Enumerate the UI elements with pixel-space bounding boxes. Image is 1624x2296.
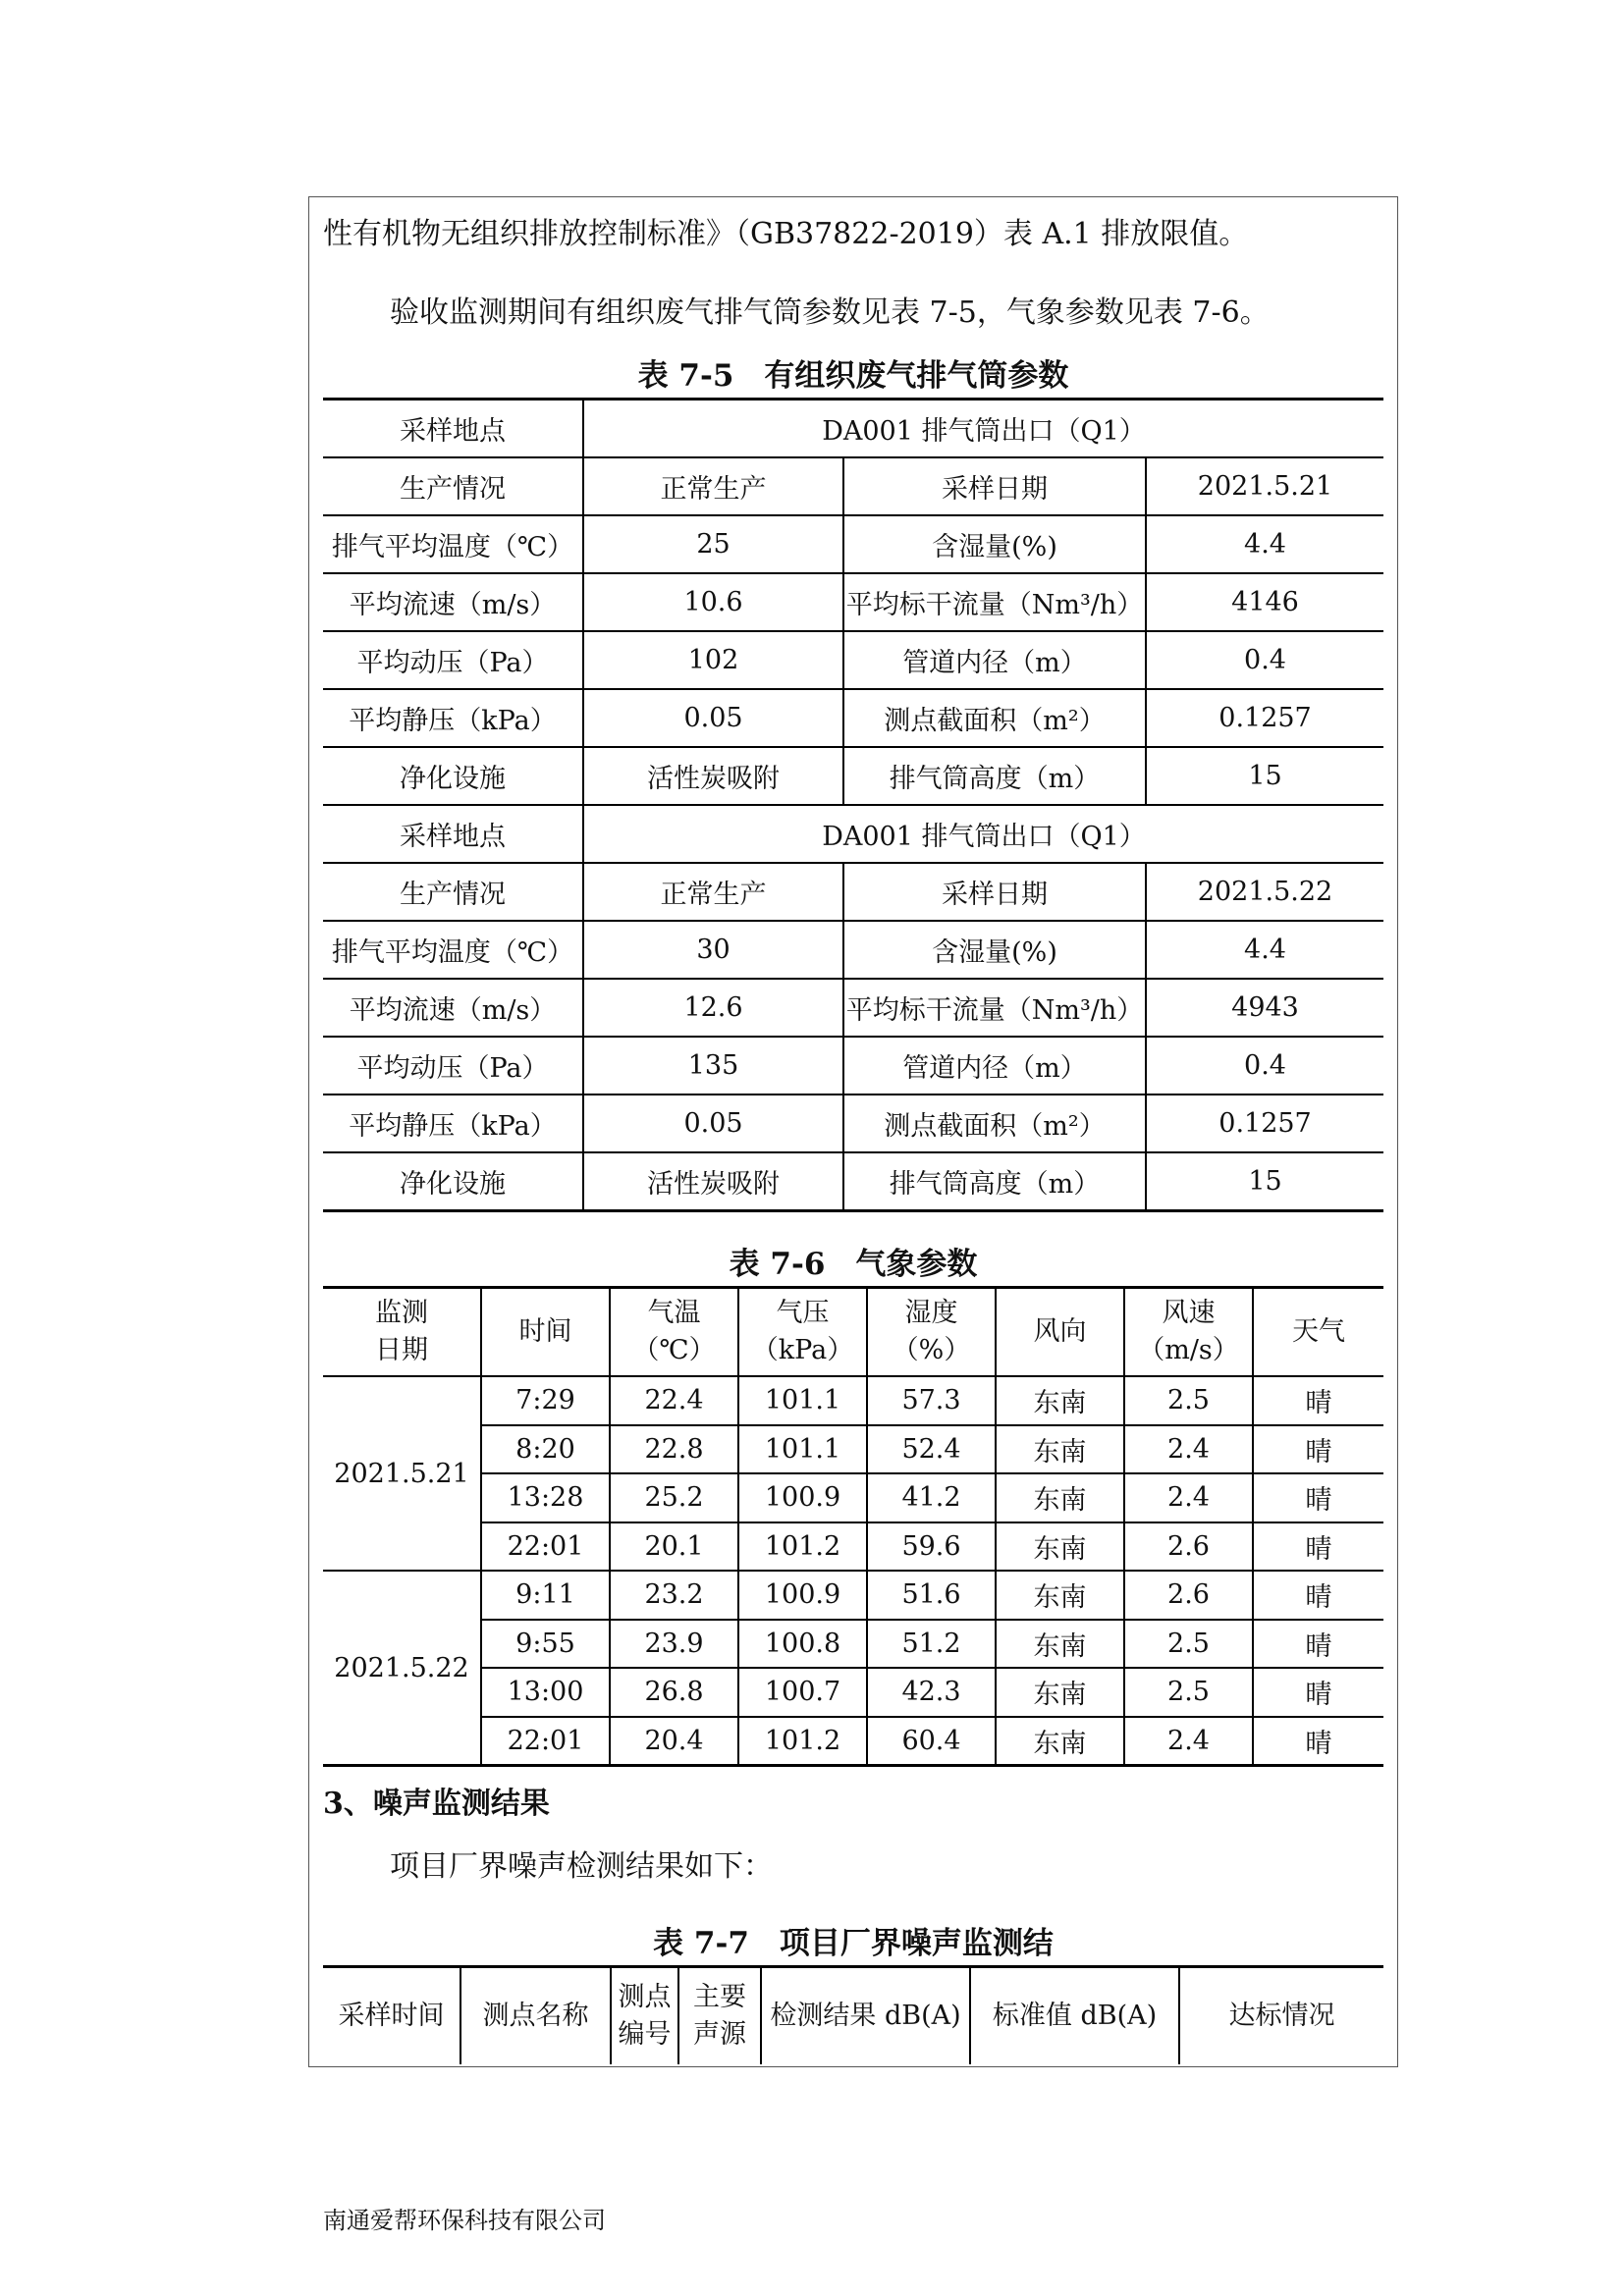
- table-cell: 晴: [1253, 1522, 1383, 1572]
- date-cell: 2021.5.22: [323, 1571, 481, 1766]
- table-cell-value: 4.4: [1146, 515, 1383, 573]
- table-cell: 42.3: [867, 1668, 996, 1717]
- table-row: [323, 631, 1383, 689]
- table-7-5-caption: 表 7-5 有组织废气排气筒参数: [637, 358, 1069, 394]
- table-cell: 晴: [1253, 1668, 1383, 1717]
- table-cell-value: 25: [583, 515, 843, 573]
- table-cell: 41.2: [867, 1473, 996, 1522]
- table-cell: 晴: [1253, 1473, 1383, 1522]
- table-cell-label: 采样地点: [323, 805, 583, 863]
- table-cell-label: 排气平均温度（℃）: [323, 921, 583, 979]
- table-cell-value: 4146: [1146, 573, 1383, 631]
- table-cell: 100.8: [738, 1620, 867, 1669]
- table-cell-value: 0.1257: [1146, 1095, 1383, 1152]
- table-header-cell: [1179, 1967, 1383, 2065]
- table-cell-label: 净化设施: [323, 1152, 583, 1211]
- cell-text-line: 风速: [1162, 1298, 1216, 1328]
- table-cell-value: 2021.5.22: [1146, 863, 1383, 921]
- table-cell: 57.3: [867, 1376, 996, 1425]
- table-cell: 26.8: [610, 1668, 738, 1717]
- table-cell-value: DA001 排气筒出口（Q1）: [583, 805, 1383, 863]
- table-cell-label: 平均标干流量（Nm³/h）: [843, 979, 1146, 1037]
- cell-text-line: 气压: [776, 1298, 830, 1328]
- table-cell: 22:01: [481, 1717, 610, 1766]
- table-cell-value: 12.6: [583, 979, 843, 1037]
- table-row: [323, 689, 1383, 747]
- table-cell-value: 10.6: [583, 573, 843, 631]
- table-row: [323, 1620, 1383, 1669]
- table-row: [323, 1376, 1383, 1425]
- table-cell: 22:01: [481, 1522, 610, 1572]
- paragraph-line: 项目厂界噪声检测结果如下：: [390, 1849, 773, 1884]
- paragraph-line: 性有机物无组织排放控制标准》（GB37822-2019）表 A.1 排放限值。: [323, 217, 1249, 251]
- table-cell: 9:55: [481, 1620, 610, 1669]
- table-cell: 13:28: [481, 1473, 610, 1522]
- table-cell: 东南: [996, 1425, 1124, 1474]
- table-row: [323, 1152, 1383, 1211]
- table-cell: 2.5: [1124, 1668, 1253, 1717]
- table-cell: 2.4: [1124, 1473, 1253, 1522]
- table-header-cell: [323, 1967, 460, 2065]
- cell-text-line: 编号: [618, 2019, 672, 2050]
- table-row: [323, 979, 1383, 1037]
- table-cell: 7:29: [481, 1376, 610, 1425]
- table-7-7-caption: 表 7-7 项目厂界噪声监测结: [653, 1926, 1054, 1961]
- table-cell: 东南: [996, 1571, 1124, 1620]
- table-header-cell: [481, 1288, 610, 1377]
- cell-text-line: 气温: [647, 1298, 701, 1328]
- table-cell-value: 0.05: [583, 689, 843, 747]
- table-row: [323, 1095, 1383, 1152]
- cell-text-line: 声源: [693, 2019, 746, 2050]
- table-cell: 东南: [996, 1620, 1124, 1669]
- cell-text-line: 采样时间: [338, 2001, 445, 2031]
- table-cell: 100.7: [738, 1668, 867, 1717]
- table-cell: 晴: [1253, 1620, 1383, 1669]
- table-cell-value: 102: [583, 631, 843, 689]
- cell-text-line: 测点: [618, 1982, 672, 2012]
- table-7-6-caption: 表 7-6 气象参数: [729, 1247, 978, 1282]
- table-cell-label: 排气筒高度（m）: [843, 747, 1146, 805]
- table-row: [323, 747, 1383, 805]
- table-cell: 51.6: [867, 1571, 996, 1620]
- table-row: [323, 515, 1383, 573]
- table-cell-label: 含湿量(%): [843, 515, 1146, 573]
- table-header-cell: [867, 1288, 996, 1377]
- table-cell-value: 正常生产: [583, 457, 843, 515]
- table-cell: 52.4: [867, 1425, 996, 1474]
- table-row: [323, 400, 1383, 458]
- table-cell-label: 排气筒高度（m）: [843, 1152, 1146, 1211]
- table-cell-label: 管道内径（m）: [843, 1037, 1146, 1095]
- table-cell-label: 采样日期: [843, 457, 1146, 515]
- table-7-5: [323, 398, 1383, 1212]
- table-cell-value: 2021.5.21: [1146, 457, 1383, 515]
- table-cell: 晴: [1253, 1376, 1383, 1425]
- table-cell: 25.2: [610, 1473, 738, 1522]
- table-cell-label: 生产情况: [323, 457, 583, 515]
- table-row: [323, 573, 1383, 631]
- table-cell: 晴: [1253, 1717, 1383, 1766]
- cell-text-line: 测点名称: [482, 2001, 589, 2031]
- table-cell-label: 平均流速（m/s）: [323, 979, 583, 1037]
- table-cell: 晴: [1253, 1571, 1383, 1620]
- cell-text-line: 日期: [375, 1335, 428, 1365]
- table-7-6: [323, 1286, 1383, 1767]
- cell-text-line: （m/s）: [1138, 1335, 1239, 1365]
- table-cell: 101.2: [738, 1717, 867, 1766]
- table-header-row: [323, 1967, 1383, 2065]
- table-cell: 东南: [996, 1376, 1124, 1425]
- table-cell: 2.6: [1124, 1571, 1253, 1620]
- table-header-row: [323, 1288, 1383, 1377]
- table-cell: 2.4: [1124, 1717, 1253, 1766]
- table-cell-label: 平均静压（kPa）: [323, 689, 583, 747]
- table-cell: 8:20: [481, 1425, 610, 1474]
- table-cell: 2.6: [1124, 1522, 1253, 1572]
- table-cell-value: 30: [583, 921, 843, 979]
- table-cell: 101.2: [738, 1522, 867, 1572]
- table-cell-label: 净化设施: [323, 747, 583, 805]
- table-cell: 101.1: [738, 1425, 867, 1474]
- table-cell: 101.1: [738, 1376, 867, 1425]
- table-header-cell: [970, 1967, 1179, 2065]
- table-cell: 东南: [996, 1668, 1124, 1717]
- footer-company: 南通爱帮环保科技有限公司: [323, 2207, 606, 2234]
- table-cell: 20.1: [610, 1522, 738, 1572]
- table-row: [323, 863, 1383, 921]
- paragraph-line: 验收监测期间有组织废气排气筒参数见表 7-5，气象参数见表 7-6。: [390, 295, 1270, 330]
- table-cell-value: 活性炭吸附: [583, 1152, 843, 1211]
- table-cell: 60.4: [867, 1717, 996, 1766]
- table-row: [323, 1473, 1383, 1522]
- table-cell: 东南: [996, 1522, 1124, 1572]
- table-header-cell: [460, 1967, 611, 2065]
- table-cell: 2.5: [1124, 1620, 1253, 1669]
- cell-text-line: 湿度: [904, 1298, 958, 1328]
- table-cell-label: 生产情况: [323, 863, 583, 921]
- section-heading: 3、噪声监测结果: [323, 1787, 550, 1821]
- table-cell-label: 平均动压（Pa）: [323, 631, 583, 689]
- table-cell-label: 测点截面积（m²）: [843, 1095, 1146, 1152]
- table-cell-label: 含湿量(%): [843, 921, 1146, 979]
- table-row: [323, 805, 1383, 863]
- table-cell: 23.9: [610, 1620, 738, 1669]
- date-cell: 2021.5.21: [323, 1376, 481, 1571]
- table-cell: 晴: [1253, 1425, 1383, 1474]
- table-cell-value: DA001 排气筒出口（Q1）: [583, 400, 1383, 458]
- table-cell-label: 管道内径（m）: [843, 631, 1146, 689]
- table-row: [323, 1425, 1383, 1474]
- cell-text-line: 监测: [375, 1298, 428, 1328]
- table-cell: 100.9: [738, 1473, 867, 1522]
- cell-text-line: 风向: [1033, 1316, 1087, 1347]
- table-header-cell: [1253, 1288, 1383, 1377]
- table-cell: 20.4: [610, 1717, 738, 1766]
- table-cell-label: 测点截面积（m²）: [843, 689, 1146, 747]
- table-cell: 23.2: [610, 1571, 738, 1620]
- table-cell-value: 15: [1146, 747, 1383, 805]
- table-cell-value: 15: [1146, 1152, 1383, 1211]
- table-row: [323, 1522, 1383, 1572]
- table-header-cell: [678, 1967, 761, 2065]
- table-cell-value: 0.05: [583, 1095, 843, 1152]
- table-cell-value: 4943: [1146, 979, 1383, 1037]
- table-cell-label: 采样日期: [843, 863, 1146, 921]
- table-cell-label: 平均流速（m/s）: [323, 573, 583, 631]
- table-cell: 东南: [996, 1473, 1124, 1522]
- table-cell-label: 平均标干流量（Nm³/h）: [843, 573, 1146, 631]
- table-cell-value: 0.4: [1146, 631, 1383, 689]
- table-cell: 22.8: [610, 1425, 738, 1474]
- cell-text-line: 检测结果 dB(A): [770, 2001, 961, 2031]
- table-row: [323, 921, 1383, 979]
- table-cell-value: 0.1257: [1146, 689, 1383, 747]
- cell-text-line: 达标情况: [1228, 2001, 1335, 2031]
- table-cell: 东南: [996, 1717, 1124, 1766]
- table-header-cell: [1124, 1288, 1253, 1377]
- table-header-cell: [761, 1967, 970, 2065]
- table-row: [323, 1717, 1383, 1766]
- table-row: [323, 1037, 1383, 1095]
- cell-text-line: 时间: [518, 1316, 572, 1347]
- table-cell: 51.2: [867, 1620, 996, 1669]
- table-cell: 22.4: [610, 1376, 738, 1425]
- table-row: [323, 1571, 1383, 1620]
- cell-text-line: （℃）: [632, 1335, 716, 1365]
- table-cell-value: 正常生产: [583, 863, 843, 921]
- table-cell-label: 采样地点: [400, 416, 506, 447]
- table-cell-value: 135: [583, 1037, 843, 1095]
- table-cell-value: 0.4: [1146, 1037, 1383, 1095]
- table-row: [323, 457, 1383, 515]
- table-header-cell: [611, 1967, 678, 2065]
- cell-text-line: 天气: [1292, 1316, 1345, 1347]
- table-cell: 2.5: [1124, 1376, 1253, 1425]
- cell-text-line: （kPa）: [751, 1335, 854, 1365]
- table-cell: 100.9: [738, 1571, 867, 1620]
- cell-text-line: （%）: [892, 1335, 971, 1365]
- table-cell-label: 平均动压（Pa）: [323, 1037, 583, 1095]
- table-cell-value: 活性炭吸附: [583, 747, 843, 805]
- table-cell: 59.6: [867, 1522, 996, 1572]
- table-cell: 13:00: [481, 1668, 610, 1717]
- table-header-cell: [996, 1288, 1124, 1377]
- table-cell-label: 平均静压（kPa）: [323, 1095, 583, 1152]
- cell-text-line: 主要: [693, 1982, 746, 2012]
- table-cell: 9:11: [481, 1571, 610, 1620]
- table-header-cell: [738, 1288, 867, 1377]
- cell-text-line: 标准值 dB(A): [992, 2001, 1158, 2031]
- table-header-cell: [323, 1288, 481, 1377]
- table-row: [323, 1668, 1383, 1717]
- table-cell: 2.4: [1124, 1425, 1253, 1474]
- table-cell-value: 4.4: [1146, 921, 1383, 979]
- table-7-7: [323, 1965, 1383, 2064]
- table-header-cell: [610, 1288, 738, 1377]
- table-cell-label: 排气平均温度（℃）: [323, 515, 583, 573]
